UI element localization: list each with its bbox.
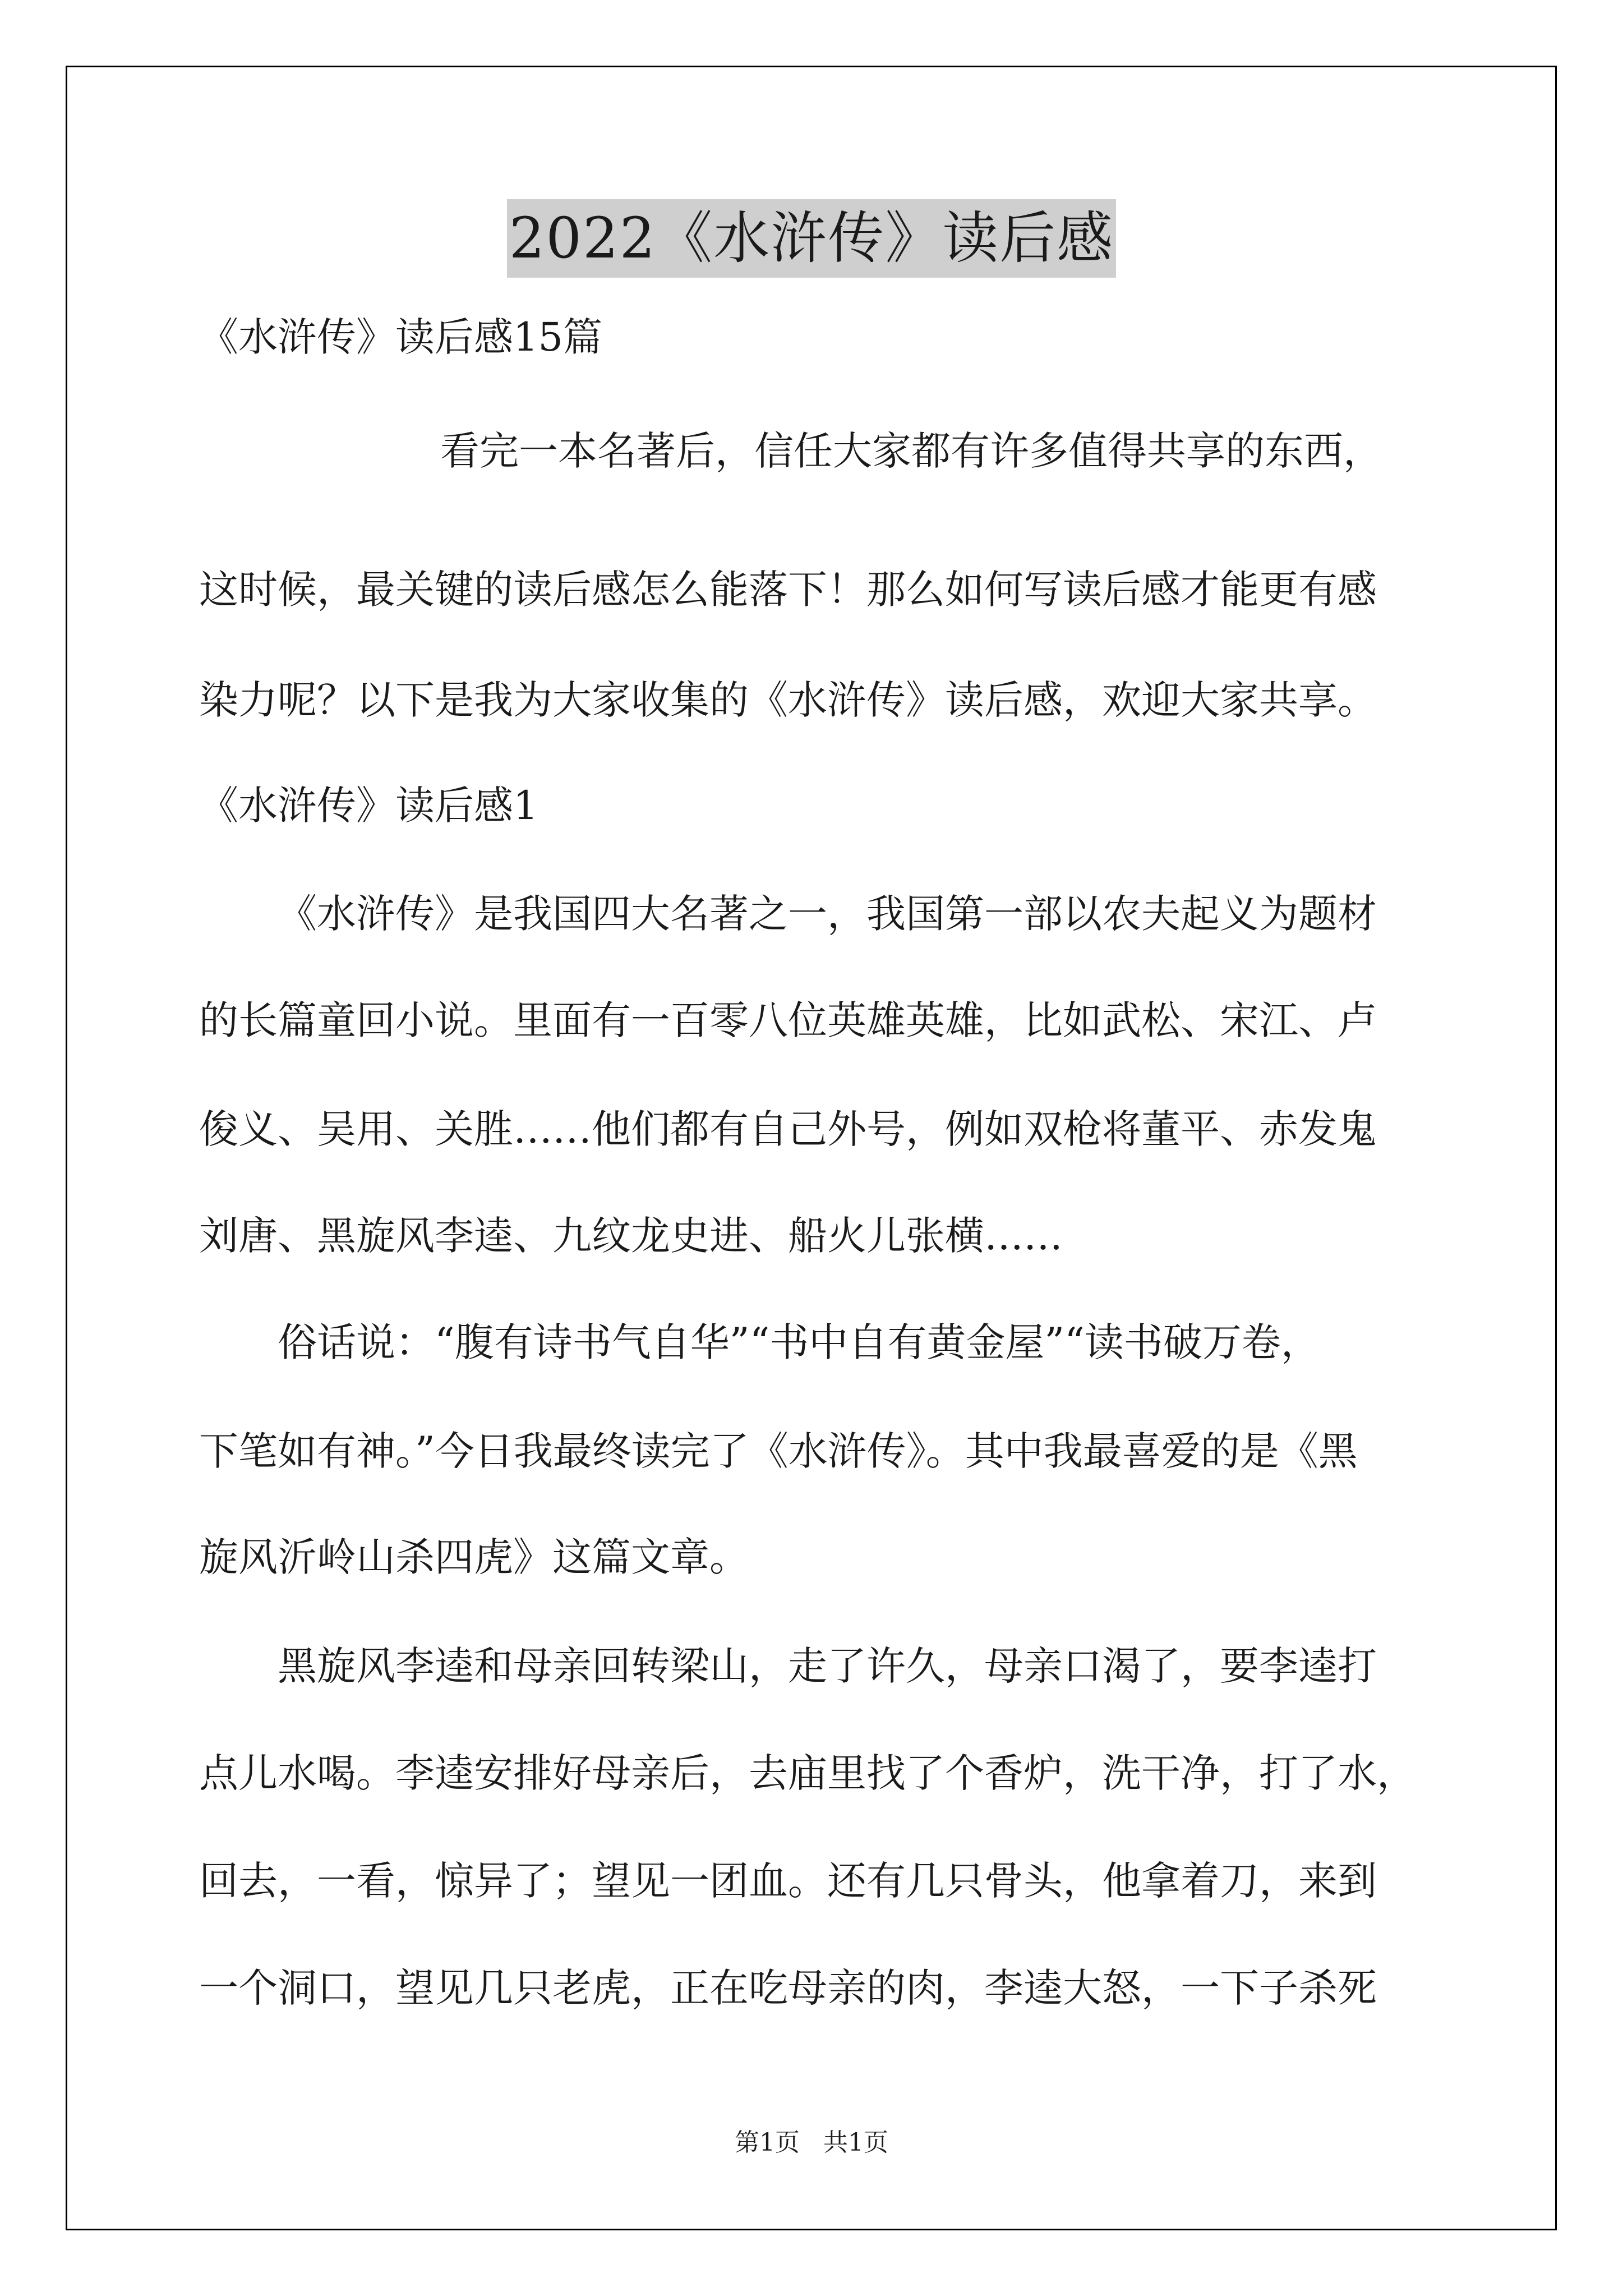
page-footer: 第1页 共1页 [735,2128,888,2157]
paragraph-1-line-4: 刘唐、黑旋风李逵、九纹龙史进、船火儿张横…… [199,1213,1063,1259]
paragraph-2-line-2: 下笔如有神。”今日我最终读完了《水浒传》。其中我最喜爱的是《黑 [199,1428,1358,1474]
document-title: 2022《水浒传》读后感 [507,199,1117,278]
section-heading-1: 《水浒传》读后感1 [199,783,538,829]
paragraph-3-line-1: 黑旋风李逵和母亲回转梁山，走了许久，母亲口渴了，要李逵打 [278,1643,1377,1689]
paragraph-3-line-2: 点儿水喝。李逵安排好母亲后，去庙里找了个香炉，洗干净，打了水， [199,1750,1416,1796]
paragraph-3-line-3: 回去，一看，惊异了；望见一团血。还有几只骨头，他拿着刀，来到 [199,1858,1377,1904]
paragraph-3-line-4: 一个洞口，望见几只老虎，正在吃母亲的肉，李逵大怒，一下子杀死 [199,1965,1377,2011]
paragraph-1-line-2: 的长篇童回小说。里面有一百零八位英雄英雄，比如武松、宋江、卢 [199,997,1377,1043]
paragraph-2-line-3: 旋风沂岭山杀四虎》这篇文章。 [199,1534,749,1580]
paragraph-1-line-3: 俊义、吴用、关胜……他们都有自己外号，例如双枪将董平、赤发鬼 [199,1106,1377,1152]
title-container [0,199,1623,278]
subtitle: 《水浒传》读后感15篇 [199,314,603,360]
intro-line-2: 这时候，最关键的读后感怎么能落下！那么如何写读后感才能更有感 [199,567,1377,613]
intro-line-3: 染力呢？以下是我为大家收集的《水浒传》读后感，欢迎大家共享。 [199,677,1377,723]
paragraph-1-line-1: 《水浒传》是我国四大名著之一，我国第一部以农夫起义为题材 [278,891,1377,937]
intro-line-1: 看完一本名著后，信任大家都有许多值得共享的东西， [440,428,1382,474]
paragraph-2-line-1: 俗话说：“腹有诗书气自华”“书中自有黄金屋”“读书破万卷， [278,1319,1320,1365]
